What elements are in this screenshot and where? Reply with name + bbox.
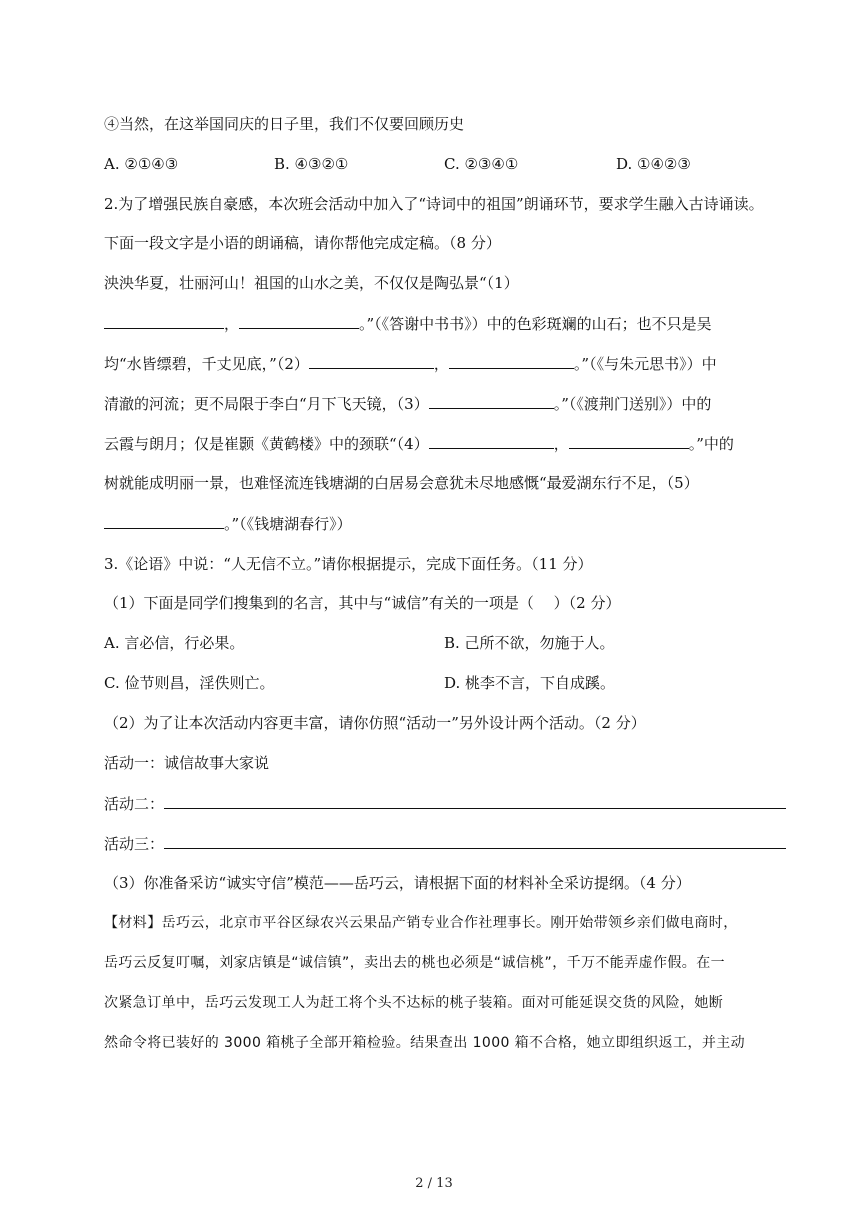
q3-option-c[interactable]: C. 俭节则昌，淫佚则亡。 — [104, 674, 275, 692]
activity-2-row — [104, 792, 794, 815]
answer-blank-1a[interactable] — [104, 312, 224, 329]
q2-passage-line-4 — [104, 392, 794, 415]
q2-intro-line-2: 下面一段文字是小语的朗诵稿，请你帮他完成定稿。（8 分） — [104, 234, 501, 252]
q1-option-a[interactable]: A. ②①④③ — [104, 155, 179, 173]
q2-passage-line-3 — [104, 352, 794, 375]
activity-2-label: 活动二： — [104, 795, 165, 813]
passage-text: 。”（《钱塘湖春行》） — [224, 515, 352, 533]
material-line-2: 岳巧云反复叮嘱，刘家店镇是“诚信镇”，卖出去的桃也必须是“诚信桃”，千万不能弄虚作假。在一 — [104, 955, 726, 971]
passage-text: 。”（《与朱元思书》）中 — [573, 355, 717, 373]
comma: ， — [553, 435, 569, 453]
q2-intro-line-1: 2.为了增强民族自豪感，本次班会活动中加入了“诗词中的祖国”朗诵环节，要求学生融入古诗诵读。 — [104, 195, 764, 213]
comma: ， — [433, 355, 449, 373]
answer-blank-4b[interactable] — [569, 432, 689, 449]
passage-text: 。”（《渡荆门送别》）中的 — [553, 395, 712, 413]
answer-blank-2b[interactable] — [449, 352, 574, 369]
answer-blank-2a[interactable] — [309, 352, 434, 369]
q1-option-c[interactable]: C. ②③④① — [444, 155, 519, 173]
q2-passage-line-7 — [104, 512, 794, 535]
q3-option-b[interactable]: B. 己所不欲，勿施于人。 — [444, 634, 615, 652]
page-number: 2 / 13 — [415, 1176, 453, 1191]
q3-part3-prompt: （3）你准备采访“诚实守信”模范——岳巧云，请根据下面的材料补全采访提纲。（4 分） — [104, 874, 691, 892]
passage-text: 均“水皆缥碧，千丈见底，”（2） — [104, 355, 309, 373]
material-line-4: 然命令将已装好的 3000 箱桃子全部开箱检验。结果查出 1000 箱不合格，她立即组织返工，并主动 — [104, 1035, 746, 1051]
activity-1: 活动一：诚信故事大家说 — [104, 754, 270, 772]
passage-text: 。”（《答谢中书书》）中的色彩斑斓的山石；也不只是吴 — [359, 315, 712, 333]
comma: ， — [224, 315, 240, 333]
answer-blank-1b[interactable] — [239, 312, 359, 329]
activity-3-label: 活动三： — [104, 835, 165, 853]
q3-option-a[interactable]: A. 言必信，行必果。 — [104, 634, 245, 652]
q2-passage-line-6: 树就能成明丽一景，也难怪流连钱塘湖的白居易会意犹未尽地感慨“最爱湖东行不足，（5） — [104, 474, 699, 492]
answer-blank-5[interactable] — [104, 512, 224, 529]
q3-option-d[interactable]: D. 桃李不言，下自成蹊。 — [444, 674, 616, 692]
q2-passage-line-2 — [104, 312, 794, 335]
q1-option-d[interactable]: D. ①④②③ — [616, 155, 691, 173]
activity-2-answer-line[interactable] — [164, 792, 786, 809]
answer-blank-4a[interactable] — [429, 432, 554, 449]
material-line-1: 【材料】岳巧云，北京市平谷区绿农兴云果品产销专业合作社理事长。刚开始带领乡亲们做电商时， — [104, 915, 738, 931]
answer-blank-3[interactable] — [429, 392, 554, 409]
passage-line: ④当然，在这举国同庆的日子里，我们不仅要回顾历史 — [104, 115, 465, 133]
passage-text: 云霞与朗月；仅是崔颢《黄鹤楼》中的颈联“（4） — [104, 435, 429, 453]
material-line-3: 次紧急订单中，岳巧云发现工人为赶工将个头不达标的桃子装箱。面对可能延误交货的风险，她断 — [104, 995, 724, 1011]
q3-intro: 3.《论语》中说：“人无信不立。”请你根据提示，完成下面任务。（11 分） — [104, 555, 593, 573]
passage-text: 清澈的河流；更不局限于李白“月下飞天镜，（3） — [104, 395, 429, 413]
activity-3-row — [104, 832, 794, 855]
activity-3-answer-line[interactable] — [164, 832, 786, 849]
q3-part2-prompt: （2）为了让本次活动内容更丰富，请你仿照“活动一”另外设计两个活动。（2 分） — [104, 714, 646, 732]
passage-text: 。”中的 — [688, 435, 734, 453]
q3-part1-prompt: （1）下面是同学们搜集到的名言，其中与“诚信”有关的一项是（ ）（2 分） — [104, 594, 621, 612]
q1-option-b[interactable]: B. ④③②① — [274, 155, 349, 173]
q2-passage-line-1: 泱泱华夏，壮丽河山！祖国的山水之美，不仅仅是陶弘景“（1） — [104, 274, 519, 292]
q2-passage-line-5 — [104, 432, 794, 455]
